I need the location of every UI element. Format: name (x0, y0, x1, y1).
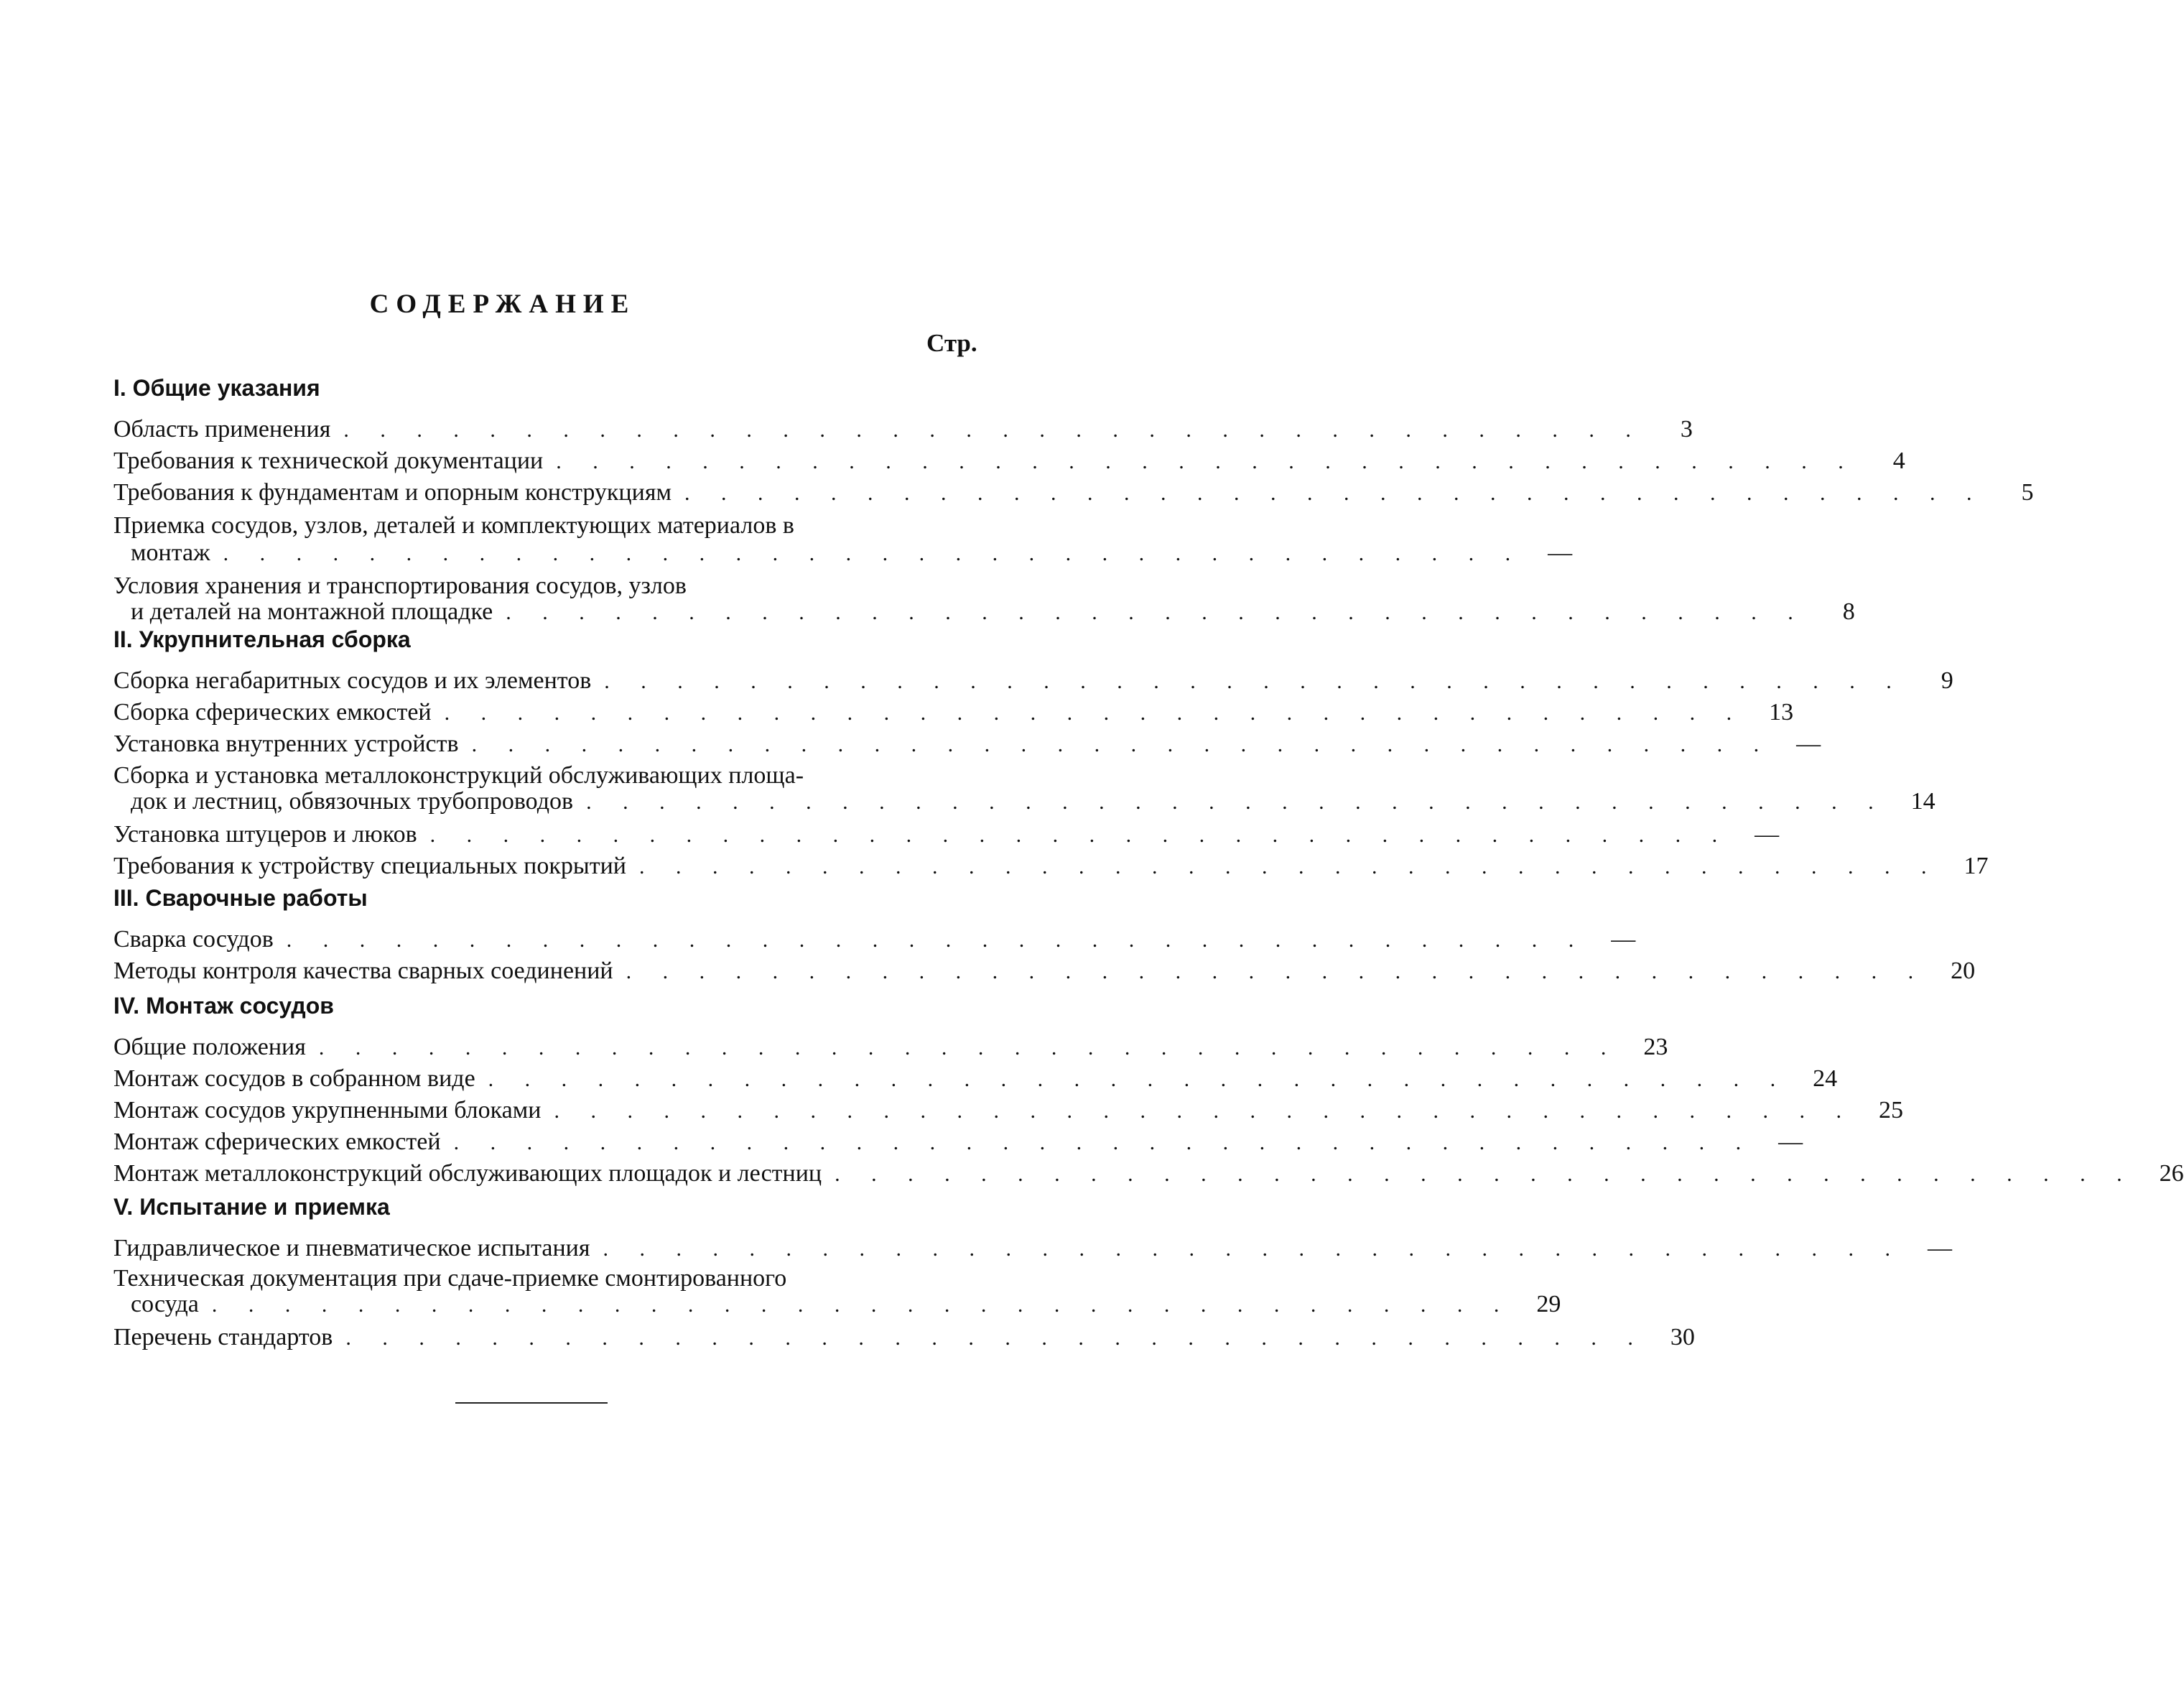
dot-leader: . . . . . . . . . . . . . . . . . . . . . . . . . . . . . . . . . . . . (343, 418, 1644, 442)
toc-entry-text: Область применения (113, 416, 331, 442)
toc-entry[interactable] (113, 416, 1693, 442)
toc-entry-text: Установка штуцеров и люков (113, 821, 417, 848)
toc-entry-page: — (1611, 926, 1636, 953)
dot-leader: . . . . . . . . . . . . . . . . . . . . . . . . . . . . . . . . . . . . (626, 960, 1927, 983)
toc-entry-text-continued: сосуда (131, 1291, 199, 1317)
toc-entry-page: 5 (2021, 479, 2034, 506)
dot-leader: . . . . . . . . . . . . . . . . . . . . . . . . . . . . . . . . . . . . (638, 855, 1940, 879)
dot-leader: . . . . . . . . . . . . . . . . . . . . . . . . . . . . . . . . . . . . (506, 601, 1806, 624)
toc-entry-text: Сборка негабаритных сосудов и их элементов (113, 667, 592, 694)
toc-entry-text: Методы контроля качества сварных соединений (113, 958, 613, 984)
dot-leader: . . . . . . . . . . . . . . . . . . . . . . . . . . . . . . . . . . . . (345, 1326, 1646, 1350)
toc-entry-text: Требования к технической документации (113, 448, 544, 474)
toc-entry-text: Сборка и установка металлоконструкций обслуживающих площа- (113, 762, 804, 789)
dot-leader: . . . . . . . . . . . . . . . . . . . . . . . . . . . . . . . . . . . . (453, 1131, 1755, 1154)
toc-entry-page: 25 (1878, 1097, 1903, 1123)
toc-entry[interactable] (113, 573, 1855, 625)
toc-entry-text: Перечень стандартов (113, 1324, 333, 1350)
toc-entry-text-continued: док и лестниц, обвязочных трубопроводов (131, 788, 574, 815)
toc-entry-page: 26 (2159, 1160, 2184, 1187)
toc-entry-text: Сборка сферических емкостей (113, 699, 432, 726)
toc-entry[interactable] (113, 512, 1573, 566)
toc-entry[interactable] (113, 821, 1780, 848)
toc-entry-text: Требования к фундаментам и опорным конструкциям (113, 479, 672, 506)
section-heading: IV. Монтаж сосудов (113, 993, 334, 1019)
toc-entry[interactable] (113, 1097, 1903, 1123)
dot-leader: . . . . . . . . . . . . . . . . . . . . . . . . . . . . . . . . . . . . (286, 928, 1587, 952)
toc-entry-page: 13 (1769, 699, 1794, 726)
dot-leader: . . . . . . . . . . . . . . . . . . . . . . . . . . . . . . . . . . . . (835, 1162, 2135, 1186)
toc-entry-page: — (1927, 1235, 1952, 1261)
toc-entry[interactable] (113, 1129, 1803, 1155)
toc-entry-page: 20 (1951, 958, 1976, 984)
toc-entry[interactable] (113, 1065, 1838, 1092)
toc-entry-text: Приемка сосудов, узлов, деталей и комплектующих материалов в (113, 512, 794, 539)
page-column-label: Стр. (926, 329, 977, 357)
toc-entry-page: 9 (1941, 667, 1953, 694)
toc-entry[interactable] (113, 1235, 1952, 1261)
dot-leader: . . . . . . . . . . . . . . . . . . . . . . . . . . . . . . . . . . . . (211, 1293, 1512, 1317)
section-heading: III. Сварочные работы (113, 885, 368, 911)
toc-entry-page: 14 (1910, 788, 1936, 815)
toc-entry-text: Общие положения (113, 1034, 306, 1060)
toc-entry[interactable] (113, 731, 1821, 757)
toc-entry[interactable] (113, 1160, 2184, 1187)
dot-leader: . . . . . . . . . . . . . . . . . . . . . . . . . . . . . . . . . . . . (603, 1237, 1903, 1261)
toc-entry-page: 30 (1670, 1324, 1695, 1350)
toc-entry[interactable] (113, 1324, 1695, 1350)
toc-entry[interactable] (113, 699, 1794, 726)
toc-entry-page: 3 (1680, 416, 1693, 442)
toc-entry[interactable] (113, 667, 1953, 694)
dot-leader: . . . . . . . . . . . . . . . . . . . . . . . . . . . . . . . . . . . . (471, 733, 1772, 756)
toc-entry[interactable] (113, 762, 1936, 815)
toc-entry-page: — (1778, 1129, 1803, 1155)
toc-entry-text: Монтаж металлоконструкций обслуживающих площадок и лестниц (113, 1160, 822, 1187)
toc-entry[interactable] (113, 1265, 1561, 1317)
toc-entry-page: 23 (1643, 1034, 1668, 1060)
toc-entry-page: — (1755, 821, 1780, 848)
toc-entry[interactable] (113, 479, 2034, 506)
toc-entry-text: Установка внутренних устройств (113, 731, 459, 757)
toc-entry-text: Гидравлическое и пневматическое испытания (113, 1235, 590, 1261)
toc-entry[interactable] (113, 853, 1989, 879)
toc-entry-text: Монтаж сосудов укрупненными блоками (113, 1097, 542, 1123)
toc-entry-page: 24 (1813, 1065, 1838, 1092)
dot-leader: . . . . . . . . . . . . . . . . . . . . . . . . . . . . . . . . . . . . (488, 1067, 1789, 1091)
dot-leader: . . . . . . . . . . . . . . . . . . . . . . . . . . . . . . . . . . . . (556, 450, 1857, 473)
dot-leader: . . . . . . . . . . . . . . . . . . . . . . . . . . . . . . . . . . . . (444, 701, 1745, 725)
section-heading: II. Укрупнительная сборка (113, 626, 411, 652)
dot-leader: . . . . . . . . . . . . . . . . . . . . . . . . . . . . . . . . . . . . (318, 1036, 1620, 1060)
toc-entry[interactable] (113, 926, 1636, 953)
closing-rule (455, 1402, 608, 1404)
page-title: СОДЕРЖАНИЕ (369, 289, 636, 319)
section-heading: I. Общие указания (113, 375, 320, 401)
toc-entry-text: Условия хранения и транспортирования сосудов, узлов (113, 573, 687, 599)
section-heading: V. Испытание и приемка (113, 1194, 390, 1220)
toc-entry-page: 17 (1964, 853, 1989, 879)
toc-entry-text: Требования к устройству специальных покрытий (113, 853, 626, 879)
dot-leader: . . . . . . . . . . . . . . . . . . . . . . . . . . . . . . . . . . . . (604, 669, 1905, 693)
toc-entry[interactable] (113, 1034, 1668, 1060)
toc-entry-page: 4 (1892, 448, 1905, 474)
toc-entry-text: Сварка сосудов (113, 926, 274, 953)
toc-entry-text: Монтаж сосудов в собранном виде (113, 1065, 475, 1092)
dot-leader: . . . . . . . . . . . . . . . . . . . . . . . . . . . . . . . . . . . . (429, 823, 1731, 847)
dot-leader: . . . . . . . . . . . . . . . . . . . . . . . . . . . . . . . . . . . . (554, 1099, 1854, 1123)
toc-entry[interactable] (113, 448, 1905, 474)
toc-entry-text: Монтаж сферических емкостей (113, 1129, 441, 1155)
dot-leader: . . . . . . . . . . . . . . . . . . . . . . . . . . . . . . . . . . . . (586, 790, 1887, 814)
toc-entry-page: — (1548, 539, 1573, 566)
toc-entry[interactable] (113, 958, 1976, 984)
toc-entry-text: Техническая документация при сдаче-приемке смонтированного (113, 1265, 787, 1292)
toc-entry-page: 29 (1536, 1291, 1561, 1317)
dot-leader: . . . . . . . . . . . . . . . . . . . . . . . . . . . . . . . . . . . . (684, 481, 1985, 505)
toc-entry-page: — (1796, 731, 1821, 757)
toc-entry-text-continued: монтаж (131, 539, 210, 566)
dot-leader: . . . . . . . . . . . . . . . . . . . . . . . . . . . . . . . . . . . . (223, 542, 1524, 565)
toc-entry-page: 8 (1842, 598, 1855, 625)
toc-entry-text-continued: и деталей на монтажной площадке (131, 598, 493, 625)
